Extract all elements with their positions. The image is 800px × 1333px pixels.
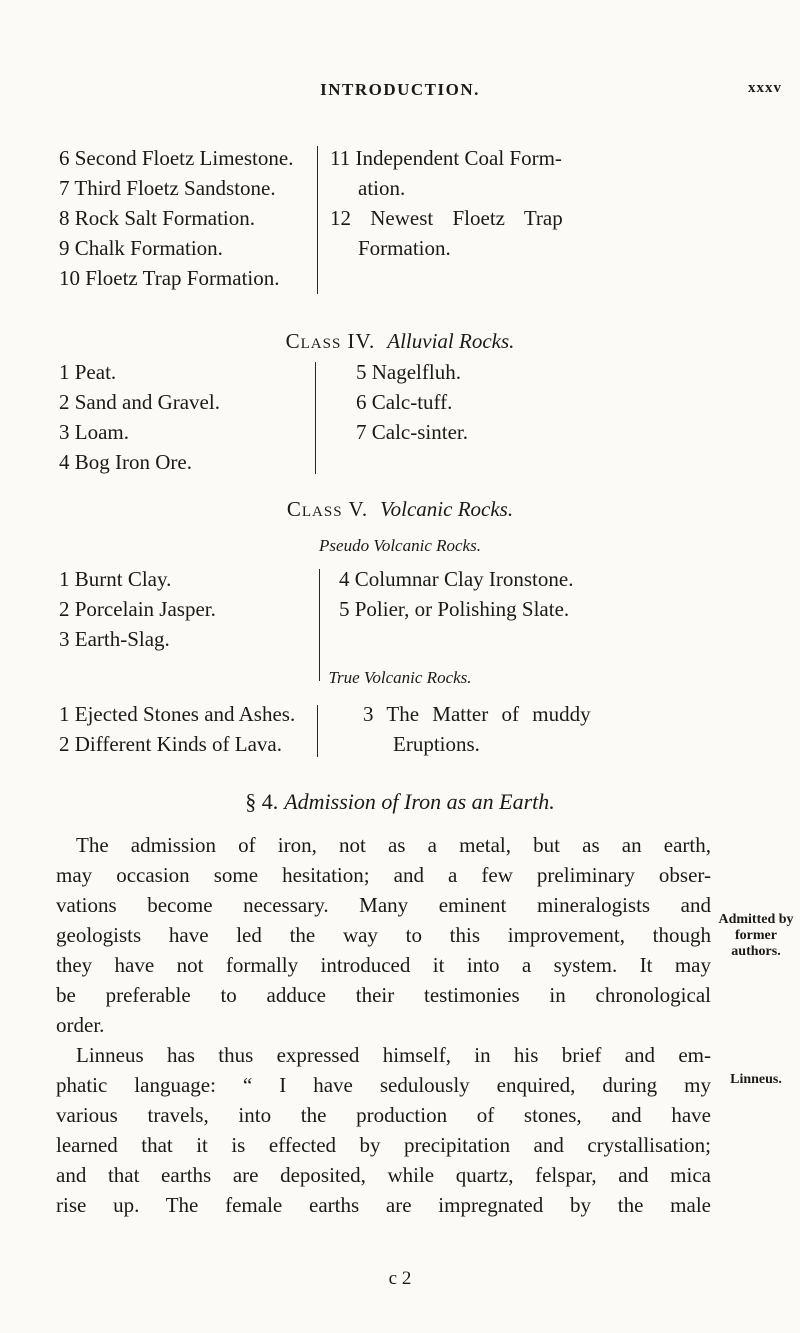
running-title: INTRODUCTION.	[320, 80, 480, 99]
list-item: 12 Newest Floetz Trap	[330, 206, 563, 230]
class-title: Alluvial Rocks.	[387, 329, 515, 353]
margin-note: Admitted by former authors.	[718, 912, 794, 959]
class-iv-left-column	[59, 357, 220, 477]
paragraph-line: various travels, into the production of stones, and have	[56, 1103, 711, 1127]
class-label: Class V.	[286, 497, 369, 521]
list-item: 2 Different Kinds of Lava.	[59, 732, 282, 756]
list-item: Formation.	[358, 236, 451, 260]
paragraph-line: Linneus has thus expressed himself, in his brief and em-	[76, 1043, 711, 1067]
true-volcanic-heading: True Volcanic Rocks.	[328, 668, 472, 687]
list-item: 4 Bog Iron Ore.	[59, 450, 192, 474]
column-divider	[317, 705, 318, 757]
column-divider	[315, 362, 316, 474]
list-item: 5 Nagelfluh.	[356, 360, 461, 384]
list-item: ation.	[358, 176, 406, 200]
signature-mark: c 2	[388, 1268, 412, 1289]
running-head	[0, 80, 800, 106]
list-item: 1 Ejected Stones and Ashes.	[59, 702, 296, 726]
pseudo-volcanic-heading: Pseudo Volcanic Rocks.	[319, 536, 481, 555]
class-iv-right-column	[356, 357, 468, 447]
true-volcanic-left-column	[59, 699, 295, 759]
paragraph-line: and that earths are deposited, while quartz, felspar, and mica	[56, 1163, 711, 1187]
list-item: 2 Porcelain Jasper.	[59, 597, 216, 621]
section-body	[56, 830, 711, 1220]
pseudo-volcanic-left-column	[59, 564, 216, 654]
column-divider	[317, 146, 318, 294]
list-item: 11 Independent Coal Form-	[330, 146, 562, 170]
list-item: 1 Peat.	[59, 360, 117, 384]
list-item: 3 Earth-Slag.	[59, 627, 170, 651]
list-item: 5 Polier, or Polishing Slate.	[339, 597, 570, 621]
list-item: 6 Calc-tuff.	[356, 390, 453, 414]
paragraph-line: The admission of iron, not as a metal, but as an earth,	[76, 833, 711, 857]
list-item: Eruptions.	[393, 732, 480, 756]
paragraph-line: vations become necessary. Many eminent mineralogists and	[56, 893, 711, 917]
paragraph-line: order.	[56, 1013, 105, 1037]
list-item: 1 Burnt Clay.	[59, 567, 172, 591]
list-item: 2 Sand and Gravel.	[59, 390, 220, 414]
column-divider	[319, 569, 320, 681]
list-item: 10 Floetz Trap Formation.	[59, 266, 280, 290]
list-item: 8 Rock Salt Formation.	[59, 206, 255, 230]
formations-left-column	[59, 143, 293, 293]
paragraph-line: they have not formally introduced it into a system. It may	[56, 953, 711, 977]
section-number: § 4.	[245, 789, 279, 814]
section-heading	[0, 789, 800, 815]
formations-right-column	[330, 143, 670, 263]
list-item: 3 Loam.	[59, 420, 129, 444]
page-number: xxxv	[748, 80, 782, 96]
section-title: Admission of Iron as an Earth.	[284, 789, 555, 814]
margin-note: Linneus.	[730, 1072, 782, 1087]
paragraph-line: rise up. The female earths are impregnated by the male	[56, 1193, 711, 1217]
list-item: 4 Columnar Clay Ironstone.	[339, 567, 574, 591]
paragraph-line: may occasion some hesitation; and a few preliminary obser-	[56, 863, 711, 887]
paragraph-line: phatic language: “ I have sedulously enquired, during my	[56, 1073, 711, 1097]
list-item: 7 Calc-sinter.	[356, 420, 468, 444]
class-label: Class IV.	[285, 329, 376, 353]
class-v-heading	[0, 497, 800, 522]
list-item: 3 The Matter of muddy	[363, 702, 591, 726]
list-item: 9 Chalk Formation.	[59, 236, 223, 260]
true-volcanic-right-column	[363, 699, 591, 759]
paragraph-line: geologists have led the way to this improvement, though	[56, 923, 711, 947]
list-item: 7 Third Floetz Sandstone.	[59, 176, 276, 200]
paragraph-line: learned that it is effected by precipitation and crystallisation;	[56, 1133, 711, 1157]
class-title: Volcanic Rocks.	[380, 497, 514, 521]
list-item: 6 Second Floetz Limestone.	[59, 146, 294, 170]
paragraph-line: be preferable to adduce their testimonies in chronological	[56, 983, 711, 1007]
class-iv-heading	[0, 329, 800, 354]
pseudo-volcanic-right-column	[339, 564, 573, 624]
